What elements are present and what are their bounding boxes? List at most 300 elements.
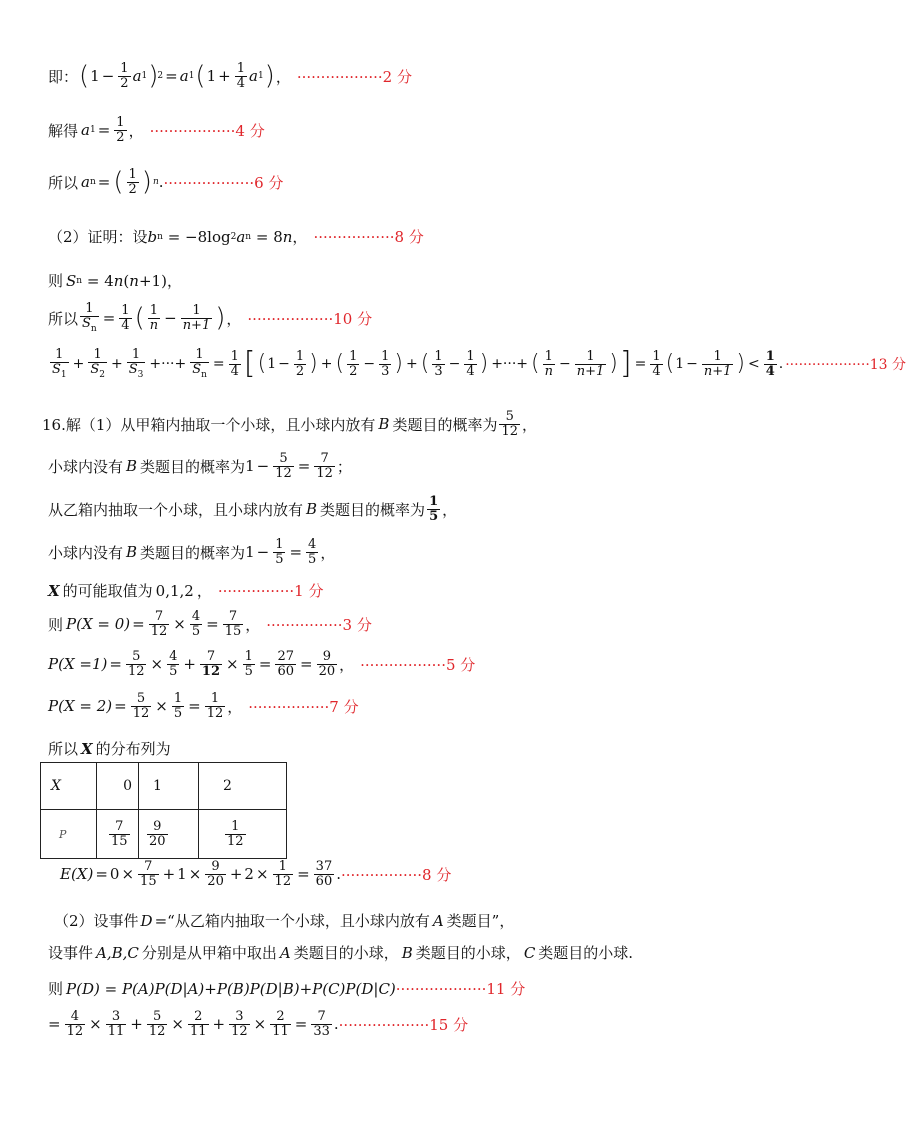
text-line-12 [48,580,323,601]
op-times: × [89,1015,102,1034]
frac-den: 11 [272,1023,289,1039]
distribution-table [40,762,287,859]
frac-den [127,362,146,380]
paren-close: ) [141,167,152,198]
punct: ， [320,543,336,562]
eq-line-7: $\frac{1}{S_1}$ + $\frac{1}{S_2}$ + $\frac{1}{S_3}$ +···+ $\frac{1}{S_n}$ = $\frac{1}{4}$ [ ( 1 − $\frac{1}{2}$ ) + ( $\frac{1}{2}$ − $\frac{1}{3}$ ) + ( $\frac{1}{3}$ − $\frac{1}{4}$ ) +···+ ( $\frac{1}{n}$ − $\frac{1}{n+1}$ ) ] = $\frac{1}{4}$ ( 1 − $\frac{1}{n+1}$ ) < $\frac{1}{4}$ . ···················13 分 [52,346,906,382]
frac-a [131,692,152,720]
table-row [41,810,287,859]
frac-pnb [575,350,607,378]
frac-den: 5 [308,551,317,567]
label-ze: 则 [48,615,64,634]
frac-1-over-n1 [181,304,213,332]
text: 小球内没有 [48,457,124,476]
op-plus: + [183,655,196,674]
frac-den: 60 [277,663,294,679]
op-times: × [150,655,164,674]
subscript: n [89,177,96,188]
frac-num: 1 [173,691,183,706]
frac-den: 12 [127,663,145,679]
punct: ， [339,655,355,674]
text: 类题目的概率为 [320,500,426,519]
frac-num: 1 [295,348,305,364]
frac-d [243,650,255,678]
frac-den: n+1 [703,363,732,379]
subscript: 2 [230,231,237,242]
text: 类题目的概率为 [392,415,498,434]
frac-1-over-Sn [80,302,99,334]
frac-num: 1 [652,348,661,364]
score-mark: ···················11 分 [395,980,526,998]
frac-f [317,650,338,678]
frac-den: 11 [107,1023,125,1039]
score-mark: ···················15 分 [338,1015,469,1034]
frac-1-over-S1 [50,348,69,380]
frac-cell [225,820,246,848]
op-times: × [188,865,202,884]
paren-close: ) [215,303,226,334]
text: 从乙箱内抽取一个小球，且小球内放有 [48,500,304,519]
var-b: b [147,227,158,246]
paren-open: ( [420,351,430,377]
op-times: × [171,1015,184,1034]
op-dots: +···+ [491,356,529,373]
paren-close: ) [609,351,618,377]
bracket-close: ] [619,346,632,382]
punct: ， [227,697,243,716]
op-times: × [121,865,135,884]
text-line-9 [48,452,352,480]
frac-den: 5 [191,623,201,639]
frac-a [126,650,147,678]
punct: . [336,865,341,884]
var-P: P [48,697,59,716]
eq-line-5 [48,270,182,291]
score-mark: ··················4 分 [149,121,265,140]
frac-final [702,350,734,378]
text: 类题目的小球， [415,944,521,962]
var-B: B [306,500,318,519]
text: 16.解（1）从甲箱内抽取一个小球，且小球内放有 [42,415,376,434]
frac-den: 5 [244,663,253,679]
frac-num: 1 [131,347,141,362]
frac-1-over-S2 [88,348,107,380]
subscript: n [245,231,252,242]
frac-den: 2 [128,181,137,197]
frac-1-over-n [148,304,160,332]
score-mark: ·················8 分 [313,228,424,246]
frac-b [314,452,335,480]
table-cell: 1 [139,763,199,810]
frac-p3a [432,350,444,378]
num: 0 [109,865,120,884]
frac-cell [109,820,130,848]
eq-line-2 [48,116,265,144]
frac-num: 9 [322,649,331,664]
frac-num: 1 [210,691,220,706]
frac-c [147,1010,168,1038]
op-plus: + [405,356,418,373]
frac-num: 7 [228,609,238,624]
op-times: × [253,1015,267,1034]
frac-num: 3 [235,1009,244,1024]
plus-one: +1 [138,271,162,290]
var-S: S [66,271,77,290]
punct: ； [336,457,352,476]
frac-num: 1 [713,348,722,364]
score-mark: ··················10 分 [247,309,373,328]
var-a: a [81,173,90,192]
eq-line-17 [60,860,451,888]
var-a: a [81,121,90,140]
op-plus: + [229,865,243,884]
paren-close: ) [148,61,159,92]
op-eq: = [188,697,201,716]
paren-open: ( [335,351,345,377]
frac-den: 12 [206,705,224,721]
subscript: 2 [99,369,106,380]
frac-num: 1 [55,347,64,362]
var-S: S [192,361,202,377]
score-mark: ··················2 分 [296,67,412,86]
frac-num: 2 [276,1009,285,1024]
subscript: n [157,231,163,242]
frac-den: 5 [169,663,178,679]
paren-open: ( [531,351,540,377]
paren-open: ( [79,61,90,92]
eq-line-6 [48,302,372,334]
paren-close: ) [394,351,403,377]
frac-den: 12 [231,1023,248,1039]
var-n: n [282,227,293,246]
frac-den: n+1 [576,363,605,379]
var-B: B [126,543,138,562]
num: 2 [244,865,254,884]
frac-num: 1 [429,494,439,509]
frac-den: 3 [434,363,443,379]
frac-num: 3 [111,1009,121,1024]
op-eq: = [97,173,111,192]
text-line-11 [48,538,335,566]
frac-num: 1 [120,61,129,76]
frac-b [190,610,202,638]
punct: ， [442,500,458,519]
frac-num: 4 [70,1009,79,1024]
subscript: 1 [188,71,195,82]
frac-f [270,1010,291,1038]
eq-line-15 [48,692,359,720]
frac-den: 12 [501,423,518,439]
label-suoyi: 所以 [48,309,79,328]
punct: . [333,1015,339,1034]
score-mark: ·················7 分 [248,697,359,716]
var-n: n [113,271,124,290]
frac-num: 7 [206,649,216,664]
frac-den: n [149,317,159,333]
frac-half [114,116,126,144]
subscript: n [201,369,207,380]
op-eq: = [95,865,108,884]
frac-den: 12 [316,465,333,481]
text: （2）设事件 [54,912,139,930]
frac-quarter [235,62,247,90]
op-minus: − [256,543,270,562]
op-eq: = [294,1015,308,1034]
frac-num: 1 [381,348,390,364]
op-minus: − [101,67,115,86]
text-line-10 [48,495,457,523]
punct: . [158,173,164,192]
frac-b [306,538,318,566]
frac-num: 9 [211,859,220,874]
frac-num: 4 [191,609,201,624]
label-jiede: 解得 [48,121,79,140]
op-lt: < [747,356,760,373]
var-X: X [48,581,60,600]
frac-num: 1 [116,115,125,130]
var-P: P [66,615,77,634]
op-eq: = [258,655,272,674]
eq-line-14 [48,650,475,678]
frac-num: 1 [149,302,159,318]
op-eq: = [132,615,145,634]
frac-c [205,692,226,720]
frac-b [205,860,226,888]
eq-line-20 [48,978,525,999]
text: 所以 [48,740,79,758]
frac-den [190,362,209,380]
frac-a [138,860,159,888]
frac-den: 4 [121,317,130,333]
op-eq: = [634,356,647,373]
frac-1-over-S3 [127,348,146,380]
punct: ， [166,272,182,290]
text: 类题目的小球. [538,944,634,962]
text: 分别是从甲箱中取出 [141,944,277,962]
text-line-18 [54,910,514,931]
op-eq: = [109,655,122,674]
frac-den: 12 [66,1023,84,1039]
punct: ， [128,121,144,140]
op-minus: − [164,309,177,328]
frac-num: 37 [315,859,333,874]
op-eq: = [300,655,313,674]
label-ze: 则 [48,272,64,290]
frac-num: 4 [308,537,317,552]
frac-p1 [294,350,306,378]
frac-quarter-bold [764,350,777,378]
frac-den: 2 [116,129,125,145]
expr-8n: = 8 [251,227,283,246]
frac-num: 1 [128,167,137,182]
text: 类题目的小球， [293,944,399,962]
op-dots: +···+ [149,356,187,373]
text: 类题目的概率为 [140,543,246,562]
score-mark: ················3 分 [266,615,372,634]
op-eq: = [212,356,225,373]
frac-den: 11 [189,1023,207,1039]
num-one: 1 [245,543,255,562]
var-a: a [248,67,258,86]
frac-den: 4 [765,363,775,379]
op-eq: = [97,121,111,140]
text-line-8 [42,410,537,438]
frac-num: 5 [132,649,141,664]
op-plus: + [320,356,333,373]
num-one: 1 [675,356,685,373]
frac-den: 12 [274,873,292,889]
var-ABC: A,B,C [96,943,139,962]
num-one: 1 [267,356,277,373]
frac-num: 1 [121,302,130,318]
frac-half [118,62,130,90]
punct: ， [275,67,291,86]
frac-1-5 [427,495,440,523]
frac-den: 5 [275,551,284,567]
subscript: 1 [89,125,96,136]
frac-den: 12 [275,465,292,481]
frac-num: 27 [277,649,294,664]
var-a: a [179,67,189,86]
expr-log: = −8log [162,227,231,246]
frac-den: 4 [230,363,239,379]
op-times: × [155,697,168,716]
frac-den: n [544,363,553,379]
frac-den: n+1 [182,317,211,333]
text: 类题目的概率为 [140,457,246,476]
num-one: 1 [245,457,255,476]
frac-den: 20 [207,873,224,889]
frac-den: 12 [201,663,221,679]
frac-a [149,610,170,638]
op-plus: + [162,865,176,884]
frac-num: 2 [194,1009,203,1024]
frac-num: 1 [85,301,94,316]
paren-close: ) [161,271,167,290]
bracket-open: [ [243,346,256,382]
table-row [41,763,287,810]
var-D: D [140,911,153,930]
frac-num: 4 [169,649,178,664]
score-mark: ··················5 分 [360,655,476,674]
op-times: × [255,865,269,884]
frac-num: 1 [230,348,239,364]
var-S: S [128,361,138,377]
frac-num: 7 [144,859,153,874]
frac-den: 15 [140,873,157,889]
op-plus: + [130,1015,143,1034]
num-one: 1 [206,67,217,86]
frac-num: 7 [320,451,329,466]
frac-c [223,610,244,638]
punct: . [778,356,784,373]
frac-a [273,452,294,480]
subscript: n [76,275,83,286]
frac-1-over-Sn [190,348,209,380]
eq-line-4 [48,226,424,247]
op-plus: + [72,356,85,373]
punct: ， [292,228,308,246]
text: 小球内没有 [48,543,124,562]
frac-d [188,1010,209,1038]
frac-b [106,1010,127,1038]
frac-num: 7 [154,609,164,624]
text: 的分布列为 [95,740,171,758]
var-a: a [132,67,142,86]
op-eq: = [165,67,178,86]
arg: (X) [70,865,94,884]
op-eq: = [297,865,310,884]
table-cell [199,810,287,859]
op-eq: = [289,543,303,562]
frac-e [275,650,296,678]
paren-open: ( [113,167,124,198]
var-S: S [82,315,91,331]
frac-den: 4 [466,363,475,379]
frac-num: 9 [153,818,162,834]
op-eq: = [297,457,311,476]
frac-5-12 [499,410,520,438]
punct: ， [245,615,261,634]
frac-num: 1 [434,348,443,364]
text: 设事件 [48,944,94,962]
frac-den: 20 [318,663,336,679]
var-B: B [401,943,413,962]
frac-b [172,692,184,720]
frac-den: 15 [224,623,242,639]
frac-a [65,1010,86,1038]
var-S: S [90,361,100,377]
var-B: B [126,457,138,476]
frac-den: 12 [227,833,244,849]
frac-num: 7 [317,1009,326,1024]
label-ze: 则 [48,980,64,998]
frac-b [167,650,179,678]
punct: ， [196,582,212,600]
num: 1 [177,865,187,884]
frac-num: 1 [244,649,253,664]
var-S: S [52,361,61,377]
score-mark: ···················13 分 [785,357,906,374]
superscript: n [152,177,159,188]
frac-den: 3 [381,363,390,379]
paren-close: ) [736,351,745,377]
frac-num: 5 [152,1009,162,1024]
eq-line-13 [48,610,372,638]
punct: ， [226,309,242,328]
frac-quarter [229,350,241,378]
eq-line-1 [48,62,412,90]
subscript: 1 [257,71,264,82]
expr-4n: = 4 [82,271,114,290]
label-proof: （2）证明：设 [48,228,148,246]
frac-p2b [379,350,391,378]
text-line-16 [48,738,171,759]
frac-den: 5 [173,705,183,721]
frac-den [88,362,107,380]
frac-num: 1 [236,61,245,76]
table-cell: 0 [97,763,139,810]
frac-den: 33 [313,1023,330,1039]
frac-den: 2 [349,363,358,379]
frac-den: 12 [150,623,168,639]
paren-close: ) [264,61,275,92]
frac-den: 2 [295,363,305,379]
frac-p3b [464,350,476,378]
var-A: A [279,943,291,962]
op-times: × [226,655,239,674]
table-cell: 2 [199,763,287,810]
